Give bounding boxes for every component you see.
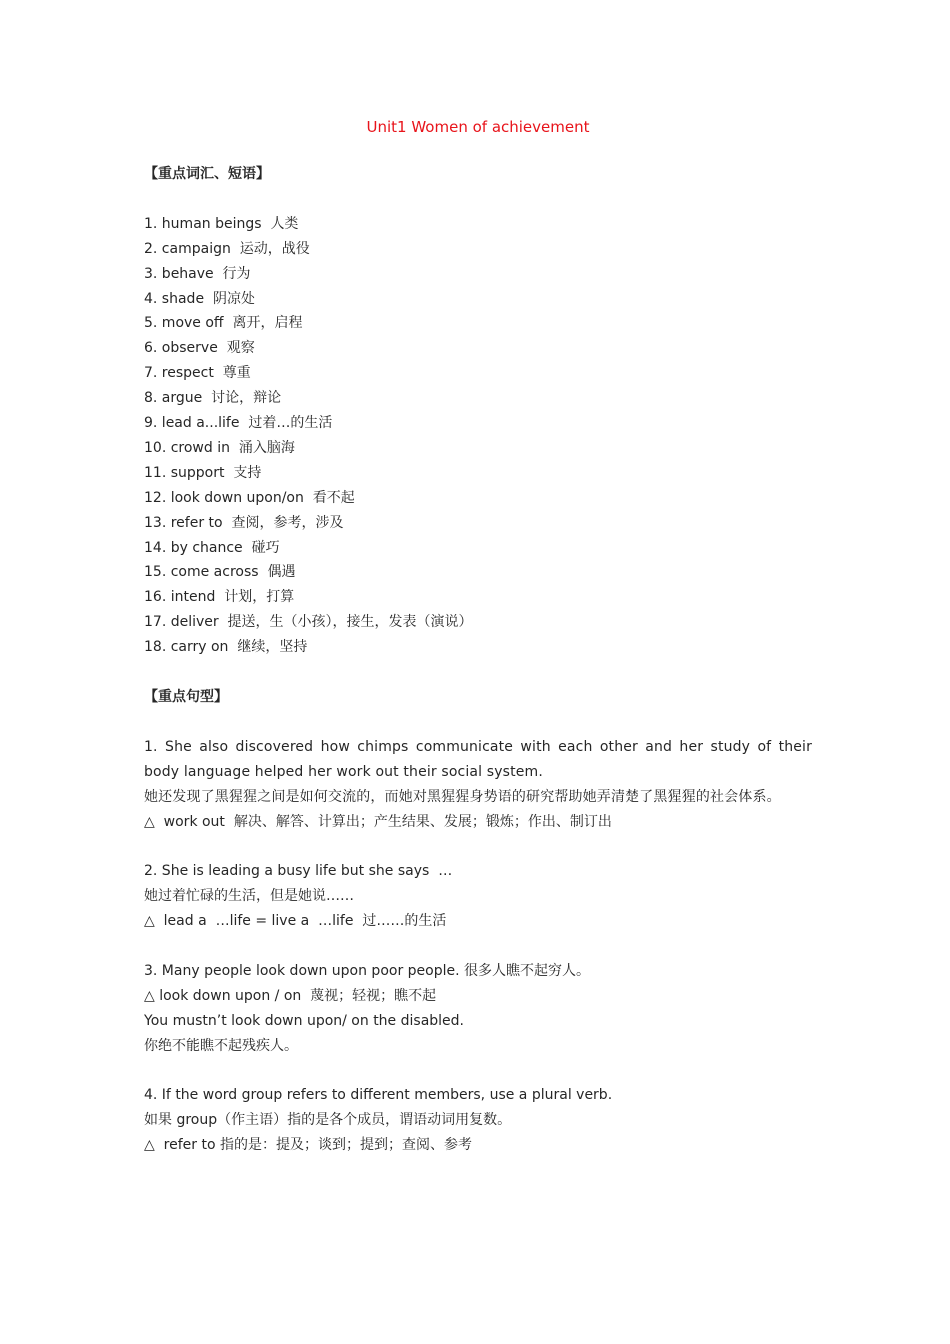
spacer	[144, 1059, 812, 1084]
vocab-item: 1. human beings 人类	[144, 215, 299, 232]
vocab-item: 15. come across 偶遇	[144, 564, 296, 581]
sentence-chinese: 她还发现了黑猩猩之间是如何交流的，而她对黑猩猩身势语的研究帮助她弄清楚了黑猩猩的社会体系。	[144, 788, 781, 805]
sentence-english: 1. She also discovered how chimps communicate with each other and her study of their body language helped her work out their social system.	[144, 738, 812, 780]
document-page	[144, 112, 812, 1158]
sentence-block	[144, 859, 812, 934]
vocab-item: 14. by chance 碰巧	[144, 539, 280, 556]
vocab-heading: 【重点词汇、短语】	[144, 166, 270, 182]
spacer	[144, 834, 812, 859]
sentence-note: △ lead a …life = live a …life 过……的生活	[144, 913, 447, 930]
sentence-english: 2. She is leading a busy life but she says …	[144, 863, 453, 880]
example-chinese: 你绝不能瞧不起残疾人。	[144, 1037, 298, 1054]
vocab-item: 13. refer to 查阅，参考，涉及	[144, 514, 344, 531]
sentence-block	[144, 735, 812, 835]
vocab-item: 9. lead a...life 过着…的生活	[144, 415, 333, 432]
vocab-item: 4. shade 阴凉处	[144, 290, 255, 307]
document-title: Unit1 Women of achievement	[366, 118, 590, 136]
sentence-note: △ work out 解决、解答、计算出；产生结果、发展；锻炼；作出、制订出	[144, 813, 612, 830]
sentence-block	[144, 959, 812, 1059]
spacer	[144, 660, 812, 685]
vocab-item: 3. behave 行为	[144, 265, 251, 282]
sentence-english: 3. Many people look down upon poor people. 很多人瞧不起穷人。	[144, 962, 591, 979]
vocab-item: 7. respect 尊重	[144, 365, 251, 382]
sentence-chinese: 她过着忙碌的生活，但是她说……	[144, 888, 354, 905]
vocab-item: 2. campaign 运动，战役	[144, 240, 310, 257]
vocab-item: 18. carry on 继续，坚持	[144, 639, 308, 656]
spacer	[144, 934, 812, 959]
vocab-item: 16. intend 计划，打算	[144, 589, 295, 606]
sentence-block	[144, 1083, 812, 1158]
sentences-heading: 【重点句型】	[144, 689, 228, 705]
vocab-item: 6. observe 观察	[144, 340, 255, 357]
sentence-chinese: 如果 group（作主语）指的是各个成员，谓语动词用复数。	[144, 1112, 512, 1129]
spacer	[144, 187, 812, 212]
vocab-item: 17. deliver 提送，生（小孩），接生，发表（演说）	[144, 614, 473, 631]
sentence-note: △ refer to 指的是：提及；谈到；提到；查阅、参考	[144, 1137, 472, 1154]
vocab-item: 10. crowd in 涌入脑海	[144, 439, 295, 456]
vocab-list	[144, 212, 812, 660]
sentence-english: 4. If the word group refers to different members, use a plural verb.	[144, 1087, 613, 1104]
example-english: You mustn’t look down upon/ on the disabled.	[144, 1012, 464, 1029]
vocab-item: 8. argue 讨论，辩论	[144, 390, 282, 407]
vocab-item: 12. look down upon/on 看不起	[144, 489, 355, 506]
vocab-item: 5. move off 离开，启程	[144, 315, 303, 332]
sentence-note: △ look down upon / on 蔑视；轻视；瞧不起	[144, 987, 437, 1004]
spacer	[144, 710, 812, 735]
vocab-item: 11. support 支持	[144, 464, 262, 481]
